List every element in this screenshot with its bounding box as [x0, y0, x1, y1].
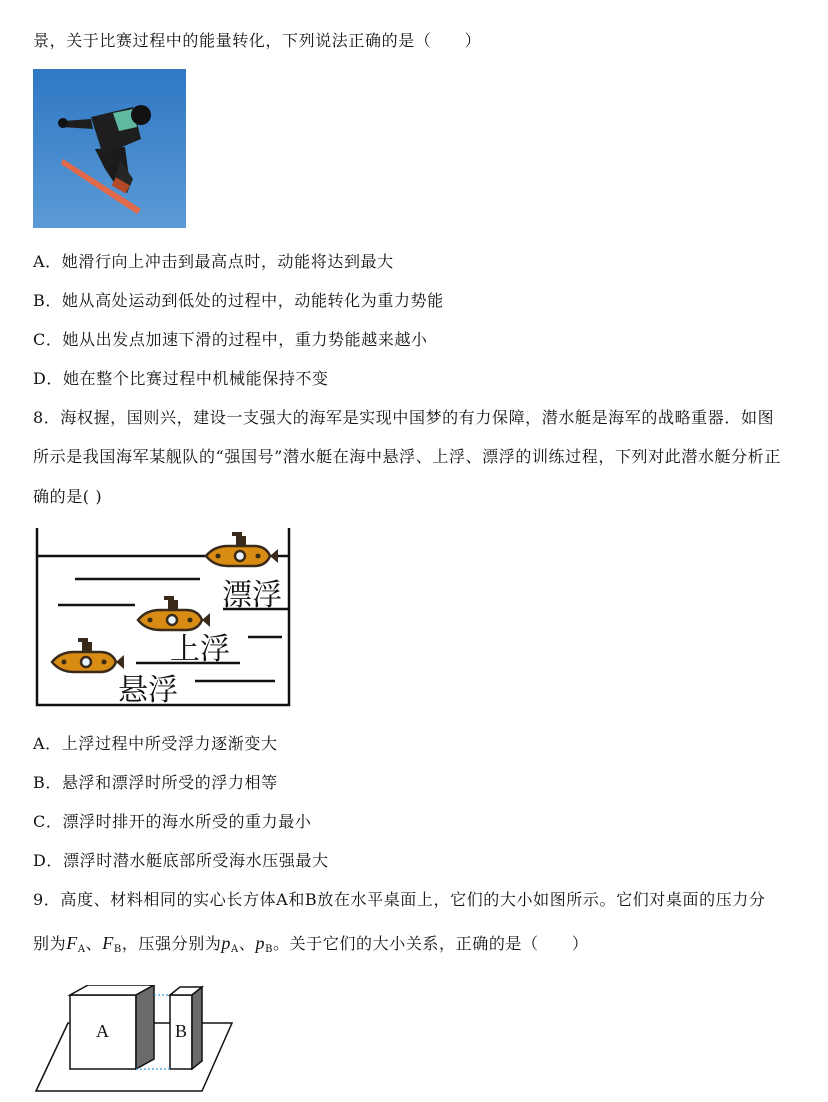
submarine-floating-icon [206, 532, 278, 566]
submarine-suspended-icon [52, 638, 124, 672]
label-suspend: 悬浮 [118, 673, 178, 708]
block-b-label: B [175, 1021, 188, 1041]
submarine-rising-icon [138, 596, 210, 630]
q9-stem-line-2: 别为$F_A$、$F_B$，压强分别为$p_A$、$p_B$。关于它们的大小关系，正确的是（ ） [33, 933, 589, 955]
q7-option-a: A．她滑行向上冲击到最高点时，动能将达到最大 [33, 252, 394, 271]
q8-stem-line-1: 8．海权握，国则兴，建设一支强大的海军是实现中国梦的有力保障，潜水艇是海军的战略重器．如图 [33, 408, 775, 427]
q8-option-b: B．悬浮和漂浮时所受的浮力相等 [33, 773, 278, 792]
label-float: 漂浮 [222, 578, 282, 613]
block-a-side [136, 985, 154, 1069]
q8-stem-line-3: 确的是( ) [33, 487, 103, 506]
snowboarder-photo [33, 69, 186, 228]
q8-option-c: C．漂浮时排开的海水所受的重力最小 [33, 812, 312, 831]
q9-stem-line-1: 9．高度、材料相同的实心长方体A和B放在水平桌面上，它们的大小如图所示。它们对桌面的压力分 [33, 890, 766, 909]
q8-stem-line-2: 所示是我国海军某舰队的“强国号”潜水艇在海中悬浮、上浮、漂浮的训练过程，下列对此潜水艇分析正 [33, 447, 781, 466]
q7-option-d: D．她在整个比赛过程中机械能保持不变 [33, 369, 329, 388]
q7-option-b: B．她从高处运动到低处的过程中，动能转化为重力势能 [33, 291, 444, 310]
block-a-label: A [96, 1021, 109, 1041]
label-rise: 上浮 [170, 632, 230, 667]
q8-option-d: D．漂浮时潜水艇底部所受海水压强最大 [33, 851, 329, 870]
submarine-figure [30, 522, 296, 712]
q7-option-c: C．她从出发点加速下滑的过程中，重力势能越来越小 [33, 330, 428, 349]
block-b-side [192, 987, 202, 1069]
blocks-figure [34, 985, 240, 1095]
q8-option-a: A．上浮过程中所受浮力逐渐变大 [33, 734, 278, 753]
q7-stem-tail: 景，关于比赛过程中的能量转化，下列说法正确的是（ ） [33, 31, 482, 50]
